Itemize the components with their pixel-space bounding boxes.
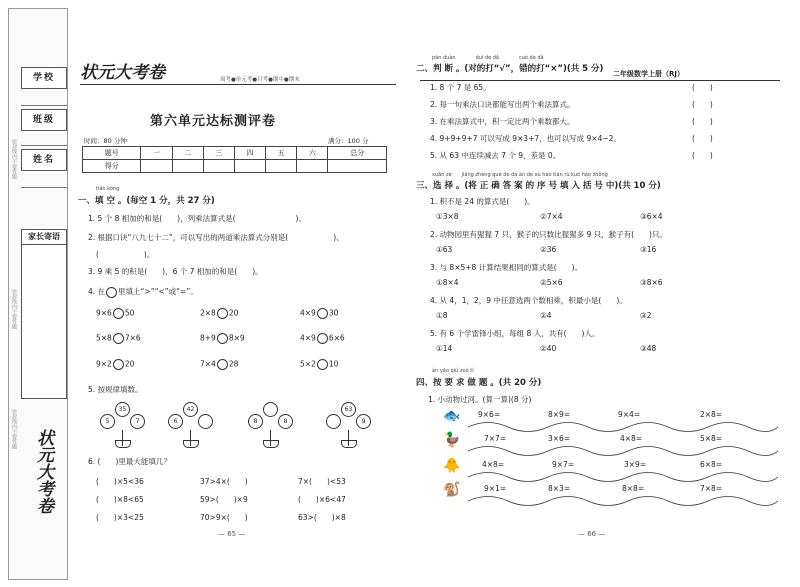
- section1-title: 一、填 空 。(每空 1 分，共 27 分): [78, 196, 215, 206]
- comparison-right: 28: [228, 359, 239, 369]
- flower-left-petal: 5: [100, 414, 115, 429]
- choice-option[interactable]: ①3×8: [436, 212, 459, 221]
- comparison-item: [200, 333, 245, 344]
- choice-option[interactable]: ③2: [640, 311, 652, 320]
- choice-question: 4. 从 4，1，2，9 中任意选两个数相乘，积最小是( )。: [430, 296, 627, 305]
- answer-circle[interactable]: [113, 333, 124, 344]
- comparison-left: 2×8: [200, 308, 216, 318]
- choice-option[interactable]: ③48: [640, 344, 657, 353]
- score-cell[interactable]: [172, 160, 203, 173]
- inequality-item[interactable]: 7×( )<53: [298, 477, 346, 486]
- comparison-right: 30: [328, 308, 339, 318]
- judge-answer-paren[interactable]: ( ): [692, 100, 713, 109]
- river-equation[interactable]: 8×3=: [548, 484, 571, 493]
- flower-top-petal: 63: [341, 402, 356, 417]
- page-number-right: — 66 —: [578, 530, 606, 538]
- parent-comment-label: 家长寄语: [22, 230, 66, 245]
- judge-answer-paren[interactable]: ( ): [692, 117, 713, 126]
- comparison-left: 4×9: [300, 308, 316, 318]
- school-label: 学校: [21, 67, 67, 89]
- comparison-right: 6×6: [328, 333, 345, 343]
- comparison-item: [200, 308, 238, 319]
- river-equation[interactable]: 4×8=: [482, 460, 505, 469]
- grade-tag: 二年级数学上册（RJ）: [613, 70, 684, 78]
- name-label: 姓名: [21, 149, 67, 171]
- judge-item: 1. 8 个 7 是 65。: [430, 83, 491, 92]
- flower-pot: [183, 440, 199, 448]
- unit-title: 第六单元达标测评卷: [150, 114, 277, 129]
- inequality-item[interactable]: 37>4×( ): [200, 477, 248, 486]
- comparison-right: 50: [124, 308, 135, 318]
- score-cell[interactable]: [328, 160, 387, 173]
- number-flower: [326, 402, 374, 446]
- answer-circle[interactable]: [113, 359, 124, 370]
- comparison-right: 20: [124, 359, 135, 369]
- answer-circle[interactable]: [217, 359, 228, 370]
- river-equation[interactable]: 3×6=: [548, 434, 571, 443]
- choice-option[interactable]: ①63: [436, 245, 453, 254]
- school-blank[interactable]: [21, 105, 67, 106]
- answer-circle[interactable]: [317, 308, 328, 319]
- monkey-icon: 🐒: [443, 482, 461, 498]
- inequality-item[interactable]: ( )×8<65: [96, 495, 144, 504]
- choice-option[interactable]: ③8×6: [640, 278, 663, 287]
- section4-question1: 1. 小动物过河。(算一算)(8 分): [428, 395, 532, 404]
- judge-answer-paren[interactable]: ( ): [692, 151, 713, 160]
- question-6: 6. ( )里最大能填几？: [88, 457, 171, 466]
- river-equation[interactable]: 6×8=: [700, 460, 723, 469]
- header-rule: [80, 84, 396, 85]
- number-flower: [248, 402, 296, 446]
- comparison-item: [96, 333, 141, 344]
- comparison-right: 10: [328, 359, 339, 369]
- comparison-item: [96, 359, 134, 370]
- comparison-item: [300, 359, 338, 370]
- page-number-left: — 65 —: [218, 530, 246, 538]
- chick-icon: 🐥: [443, 458, 461, 474]
- time-limit: 时间：80 分钟: [84, 137, 127, 145]
- class-blank[interactable]: [21, 145, 67, 146]
- choice-question: 2. 动物园里有猩猩 7 只，猴子的只数比猩猩多 9 只，猴子有( )只。: [430, 230, 667, 239]
- flower-left-petal: 6: [168, 414, 183, 429]
- choice-option[interactable]: ③16: [640, 245, 657, 254]
- choice-question: 5. 有 6 个学雷锋小组，每组 8 人，共有( )人。: [430, 329, 600, 338]
- brand-logo: 状元大考卷: [80, 63, 165, 83]
- score-cell[interactable]: [141, 160, 172, 173]
- inequality-item[interactable]: 63>( )×8: [298, 513, 346, 522]
- flower-pot: [115, 440, 131, 448]
- choice-question: 3. 与 8×5+8 计算结果相同的算式是( )。: [430, 263, 583, 272]
- header-rule: [420, 80, 780, 81]
- duck-icon: 🦆: [443, 432, 461, 448]
- river-equation[interactable]: 8×9=: [548, 410, 571, 419]
- comparison-left: 9×6: [96, 308, 112, 318]
- comparison-right: 20: [228, 308, 239, 318]
- flower-top-petal: 42: [183, 402, 198, 417]
- section4-title: 四、按 要 求 做 题 。(共 20 分): [416, 378, 542, 388]
- name-blank[interactable]: [21, 187, 67, 188]
- choice-option[interactable]: ②36: [540, 245, 557, 254]
- choice-question: 1. 积不是 24 的算式是( )。: [430, 197, 535, 206]
- score-table-header: [83, 147, 387, 160]
- comparison-left: 9×2: [96, 359, 112, 369]
- inequality-item[interactable]: 70>9×( ): [200, 513, 248, 522]
- inequality-item[interactable]: ( )×6<47: [298, 495, 346, 504]
- question-3: 3. 9 乘 5 的积是( )，6 个 7 相加的和是( )。: [88, 267, 263, 276]
- section2-pinyin: pàn duàn duì de dǎ cuò de dǎ: [432, 55, 544, 61]
- inequality-item[interactable]: 59>( )×9: [200, 495, 248, 504]
- class-label: 班级: [21, 109, 67, 131]
- river-wave: [468, 442, 778, 460]
- inequality-item[interactable]: ( )×3<25: [96, 513, 144, 522]
- score-header-cell: 一: [141, 147, 172, 160]
- flower-right-petal: 8: [278, 414, 293, 429]
- score-header-cell: 三: [203, 147, 234, 160]
- exam-type-tags: 周考●单元考●月考●期中●期末: [220, 77, 300, 83]
- number-flower: [168, 402, 216, 446]
- answer-circle[interactable]: [217, 308, 228, 319]
- question-1: 1. 5 个 8 相加的和是( )，列乘法算式是( )。: [88, 214, 306, 223]
- score-header-cell: 六: [297, 147, 328, 160]
- comparison-left: 5×2: [300, 359, 316, 369]
- comparison-item: [200, 359, 238, 370]
- comparison-item: [300, 308, 338, 319]
- comparison-item: [96, 308, 134, 319]
- score-table-row: [83, 160, 387, 173]
- choice-option[interactable]: ①8×4: [436, 278, 459, 287]
- judge-answer-paren[interactable]: ( ): [692, 134, 713, 143]
- comparison-left: 4×9: [300, 333, 316, 343]
- choice-option[interactable]: ③6×4: [640, 212, 663, 221]
- flower-right-petal[interactable]: [198, 414, 213, 429]
- binding-strip: [8, 8, 68, 580]
- answer-circle[interactable]: [317, 333, 328, 344]
- answer-circle[interactable]: [217, 333, 228, 344]
- choice-option[interactable]: ①14: [436, 344, 453, 353]
- river-equation[interactable]: 9×4=: [618, 410, 641, 419]
- river-equation[interactable]: 9×1=: [484, 484, 507, 493]
- river-equation[interactable]: 4×8=: [620, 434, 643, 443]
- comparison-left: 7×4: [200, 359, 216, 369]
- question-2: 2. 根据口诀“八九七十二”，可以写出的两道乘法算式分别是( )、: [88, 233, 344, 242]
- flower-pot: [263, 440, 279, 448]
- question-5: 5. 按规律填数。: [88, 385, 143, 394]
- comparison-right: 7×6: [124, 333, 141, 343]
- score-header-cell: 题号: [83, 147, 141, 160]
- judge-item: 4. 9+9+9+7 可以写成 9×3+7，也可以写成 9×4−2。: [430, 134, 621, 143]
- score-header-cell: 二: [172, 147, 203, 160]
- question-2-cont: ( )。: [96, 250, 155, 259]
- flower-right-petal: 7: [130, 414, 145, 429]
- question-4-pre: 4. 在: [88, 287, 106, 296]
- comparison-right: 8×9: [228, 333, 245, 343]
- seal-note: 密封线内不要答题: [11, 409, 17, 449]
- flower-top-petal[interactable]: [263, 402, 278, 417]
- flower-top-petal: 35: [115, 402, 130, 417]
- choice-option[interactable]: ①8: [436, 311, 448, 320]
- section3-pinyin: xuǎn zé jiāng zhèng què de dá àn de xù hào tián rù kuò hào zhōng: [432, 172, 608, 178]
- score-header-cell: 五: [266, 147, 297, 160]
- answer-circle[interactable]: [113, 308, 124, 319]
- flower-left-petal[interactable]: [326, 414, 341, 429]
- comparison-item: [300, 333, 345, 344]
- seal-note: 密封线内不要答题: [11, 289, 17, 329]
- score-cell[interactable]: [297, 160, 328, 173]
- river-equation[interactable]: 5×8=: [700, 434, 723, 443]
- choice-option[interactable]: ②7×4: [540, 212, 563, 221]
- judge-item: 3. 在乘法算式中，积一定比两个乘数都大。: [430, 117, 575, 126]
- section2-title: 二、判 断 。(对的打“√”，错的打“×”)(共 5 分): [416, 64, 604, 74]
- score-header-cell: 四: [234, 147, 265, 160]
- number-flower: [100, 402, 148, 446]
- answer-circle[interactable]: [106, 287, 117, 298]
- section1-pinyin: tián kòng: [96, 186, 120, 192]
- flower-right-petal: 9: [356, 414, 371, 429]
- fish-icon: 🐟: [443, 408, 461, 424]
- question-4: [88, 286, 198, 298]
- judge-answer-paren[interactable]: ( ): [692, 83, 713, 92]
- question-4-post: 里填上“>”“<”或“=”。: [118, 287, 198, 296]
- seal-note: 密封线内不要答题: [11, 139, 17, 179]
- score-cell[interactable]: [203, 160, 234, 173]
- river-equation[interactable]: 7×7=: [484, 434, 507, 443]
- brand-logo-text: 状元大考卷: [33, 429, 53, 514]
- comparison-left: 8+9: [200, 333, 216, 343]
- section3-title: 三、选 择 。(将 正 确 答 案 的 序 号 填 入 括 号 中)(共 10 分): [416, 181, 661, 191]
- river-equation[interactable]: 7×8=: [700, 484, 723, 493]
- river-wave: [468, 492, 778, 510]
- answer-circle[interactable]: [317, 359, 328, 370]
- choice-option[interactable]: ②4: [540, 311, 552, 320]
- comparison-left: 5×8: [96, 333, 112, 343]
- score-header-cell: 总分: [328, 147, 387, 160]
- brand-logo-vertical: [31, 429, 67, 539]
- score-cell[interactable]: [234, 160, 265, 173]
- flower-left-petal: 8: [248, 414, 263, 429]
- parent-comment-box[interactable]: [21, 229, 67, 399]
- river-equation[interactable]: 9×7=: [552, 460, 575, 469]
- section4-pinyin: àn yāo qiú zuò tí: [432, 368, 474, 374]
- judge-item: 5. 从 63 中连续减去 7 个 9，差是 0。: [430, 151, 561, 160]
- river-equation[interactable]: 3×9=: [624, 460, 647, 469]
- inequality-item[interactable]: ( )×5<36: [96, 477, 144, 486]
- choice-option[interactable]: ②5×6: [540, 278, 563, 287]
- choice-option[interactable]: ②40: [540, 344, 557, 353]
- river-equation[interactable]: 9×6=: [478, 410, 501, 419]
- full-score: 满分：100 分: [328, 137, 369, 145]
- judge-item: 2. 每一句乘法口诀都能写出两个乘法算式。: [430, 100, 575, 109]
- score-table: [82, 146, 387, 173]
- river-equation[interactable]: 2×8=: [700, 410, 723, 419]
- flower-pot: [341, 440, 357, 448]
- score-cell[interactable]: [266, 160, 297, 173]
- river-equation[interactable]: 8×8=: [622, 484, 645, 493]
- score-row-label: 得分: [83, 160, 141, 173]
